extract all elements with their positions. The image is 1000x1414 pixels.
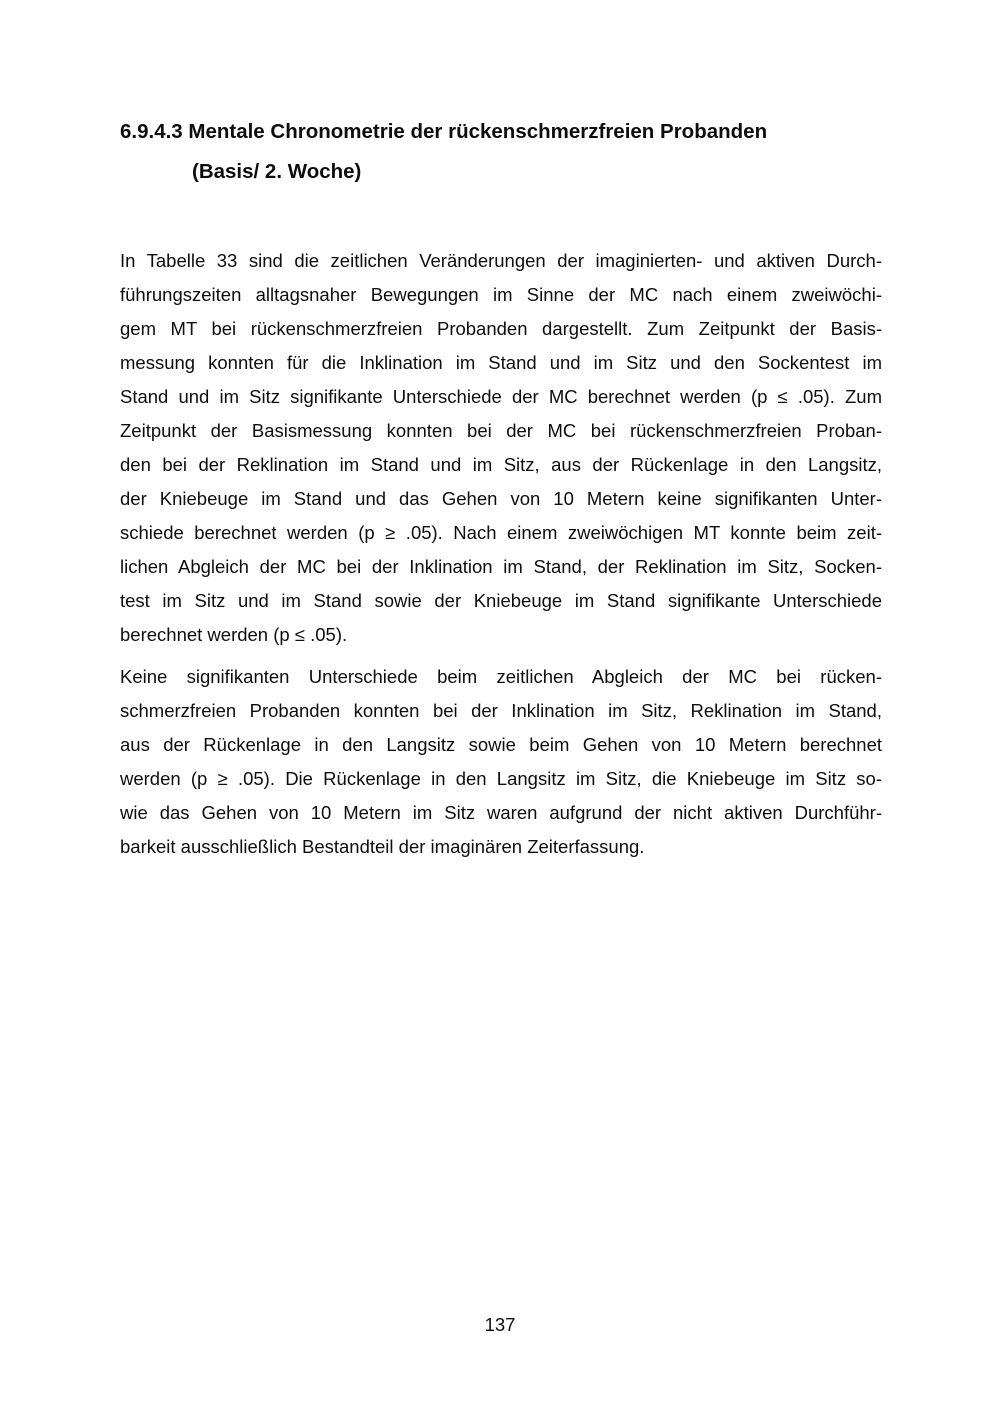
paragraph-1-line: den bei der Reklination im Stand und im Sitz, aus der Rückenlage in den Langsitz, bbox=[120, 454, 882, 475]
paragraph-1-line: lichen Abgleich der MC bei der Inklination im Stand, der Reklination im Sitz, Socken- bbox=[120, 556, 882, 577]
paragraph-1-line: berechnet werden (p ≤ .05). bbox=[120, 624, 348, 645]
paragraph-2-line: schmerzfreien Probanden konnten bei der Inklination im Sitz, Reklination im Stand, bbox=[120, 700, 882, 721]
paragraph-2-line: Keine signifikanten Unterschiede beim zeitlichen Abgleich der MC bei rücken- bbox=[120, 666, 882, 687]
paragraph-2-line: wie das Gehen von 10 Metern im Sitz waren aufgrund der nicht aktiven Durchführ- bbox=[120, 802, 882, 823]
section-heading-line-2: (Basis/ 2. Woche) bbox=[192, 160, 362, 183]
paragraph-2-line: werden (p ≥ .05). Die Rückenlage in den Langsitz im Sitz, die Kniebeuge im Sitz so- bbox=[120, 768, 882, 789]
paragraph-2 bbox=[120, 660, 882, 864]
paragraph-2-line: aus der Rückenlage in den Langsitz sowie beim Gehen von 10 Metern berechnet bbox=[120, 734, 882, 755]
paragraph-1-line: der Kniebeuge im Stand und das Gehen von 10 Metern keine signifikanten Unter- bbox=[120, 488, 882, 509]
section-heading bbox=[120, 0, 882, 192]
paragraph-1-line: Zeitpunkt der Basismessung konnten bei der MC bei rückenschmerzfreien Proban- bbox=[120, 420, 882, 441]
paragraph-1-line: In Tabelle 33 sind die zeitlichen Veränderungen der imaginierten- und aktiven Durch- bbox=[120, 250, 882, 271]
text-column bbox=[120, 0, 882, 864]
paragraph-1-line: führungszeiten alltagsnaher Bewegungen im Sinne der MC nach einem zweiwöchi- bbox=[120, 284, 882, 305]
paragraph-1-line: gem MT bei rückenschmerzfreien Probanden dargestellt. Zum Zeitpunkt der Basis- bbox=[120, 318, 882, 339]
page-number: 137 bbox=[484, 1314, 516, 1335]
paragraph-1-line: Stand und im Sitz signifikante Unterschiede der MC berechnet werden (p ≤ .05). Zum bbox=[120, 386, 882, 407]
paragraph-1-line: test im Sitz und im Stand sowie der Kniebeuge im Stand signifikante Unterschiede bbox=[120, 590, 882, 611]
paragraph-1-line: messung konnten für die Inklination im Stand und im Sitz und den Sockentest im bbox=[120, 352, 882, 373]
paragraph-1-line: schiede berechnet werden (p ≥ .05). Nach einem zweiwöchigen MT konnte beim zeit- bbox=[120, 522, 882, 543]
paragraph-2-line: barkeit ausschließlich Bestandteil der imaginären Zeiterfassung. bbox=[120, 836, 645, 857]
paragraph-1 bbox=[120, 244, 882, 652]
section-heading-line-1: 6.9.4.3 Mentale Chronometrie der rückenschmerzfreien Probanden bbox=[120, 120, 768, 143]
